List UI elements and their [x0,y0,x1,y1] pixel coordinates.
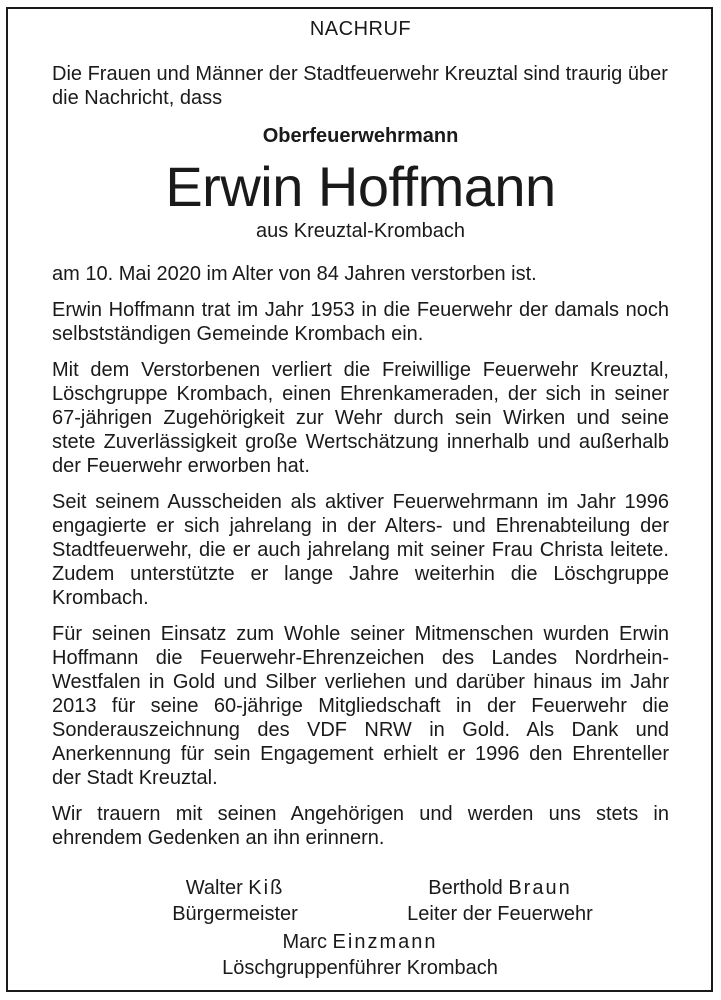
paragraph-joined: Erwin Hoffmann trat im Jahr 1953 in die Feuerwehr der damals noch selbstständigen Gemeinde Krombach ein. [52,299,669,345]
signature-group-leader [180,929,540,981]
heading: NACHRUF [309,18,412,40]
deceased-name: Erwin Hoffmann [165,155,556,218]
signer-last-name: Kiß [248,877,285,899]
signature-fire-chief [380,875,620,927]
signer-first-name: Berthold [428,877,503,899]
signer-role: Bürgermeister [172,903,298,925]
origin-text: aus Kreuztal-Krombach [256,220,465,242]
paragraph-retirement: Seit seinem Ausscheiden als aktiver Feuerwehrmann im Jahr 1996 engagierte er sich jahrelang in der Alters- und Ehrenabteilung der Stadtfeuerwehr, die er auch jahrelang mit seiner Frau Christa leitete. Zudem unterstützte er lange Jahre weiterhin die Löschgruppe Krombach. [52,491,669,609]
paragraph-service: Mit dem Verstorbenen verliert die Freiwillige Feuerwehr Kreuztal, Löschgruppe Krombach, einen Ehrenkameraden, der sich in seiner 67-jährigen Zugehörigkeit zur Wehr durch sein Wirken und seine stete Zuverlässigkeit große Wertschätzung innerhalb und außerhalb der Feuerwehr erworben hat. [52,359,669,477]
signature-mayor [150,875,320,927]
signer-last-name: Einzmann [332,931,438,953]
signer-last-name: Braun [508,877,572,899]
signer-role: Leiter der Feuerwehr [407,903,593,925]
paragraph-honors: Für seinen Einsatz zum Wohle seiner Mitmenschen wurden Erwin Hoffmann die Feuerwehr-Ehrenzeichen des Landes Nordrhein-Westfalen in Gold und Silber verliehen und darüber hinaus im Jahr 2013 für seine 60-jährige Mitgliedschaft in der Feuerwehr die Sonderauszeichnung des VDF NRW in Gold. Als Dank und Anerkennung für sein Engagement erhielt er 1996 den Ehrenteller der Stadt Kreuztal. [52,623,669,789]
signer-name [380,875,620,901]
signer-first-name: Marc [282,931,327,953]
rank-title: Oberfeuerwehrmann [262,125,459,147]
intro-text: Die Frauen und Männer der Stadtfeuerwehr Kreuztal sind traurig über die Nachricht, dass [52,63,668,109]
paragraph-mourning: Wir trauern mit seinen Angehörigen und werden uns stets in ehrendem Gedenken an ihn erinnern. [52,803,669,849]
paragraph-death-date: am 10. Mai 2020 im Alter von 84 Jahren verstorben ist. [52,263,537,285]
obituary-body [52,262,669,862]
signer-role: Löschgruppenführer Krombach [222,957,498,979]
signer-name [150,875,320,901]
signer-name [180,929,540,955]
signer-first-name: Walter [185,877,243,899]
